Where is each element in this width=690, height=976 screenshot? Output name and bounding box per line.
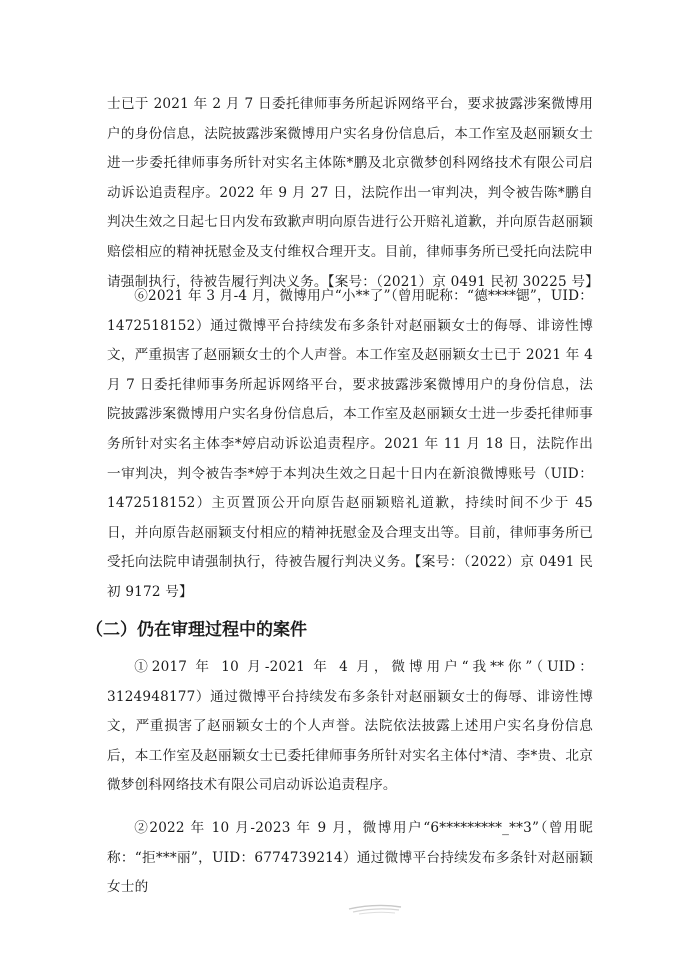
section-heading-pending-cases: （二）仍在审理过程中的案件 bbox=[86, 620, 307, 640]
paragraph-pending-case-1: ①2017 年 10 月-2021 年 4 月，微博用户“我**你”（UID：3124948177）通过微博平台持续发布多条针对赵丽颖女士的侮辱、诽谤性博文，严重损害了赵丽颖女士的个人声誉。法院依法披露上述用户实名身份信息后，本工作室及赵丽颖女士已委托律师事务所针对实名主体付*清、李*贵、北京微梦创科网络技术有限公司启动诉讼追责程序。 bbox=[107, 659, 593, 794]
paragraph-case-5-continued: 士已于 2021 年 2 月 7 日委托律师事务所起诉网络平台，要求披露涉案微博用户的身份信息，法院披露涉案微博用户实名身份信息后，本工作室及赵丽颖女士进一步委托律师事务所针对实名主体陈*鹏及北京微梦创科网络技术有限公司启动诉讼追责程序。2022 年 9 月 27 日，法院作出一审判决，判令被告陈*鹏自判决生效之日起七日内发布致歉声明向原告进行公开赔礼道歉，并向原告赵丽颖赔偿相应的精神抚慰金及支付维权合理开支。目前，律师事务所已受托向法院申请强制执行，待被告履行判决义务。【案号：（2021）京 0491 民初 30225 号】 bbox=[107, 96, 599, 290]
watermark-logo-icon bbox=[345, 900, 405, 918]
paragraph-pending-case-2: ②2022 年 10 月-2023 年 9 月，微博用户“6*********_**3”（曾用昵称：“拒***丽”，UID：6774739214）通过微博平台持续发布多条针对赵丽颖女士的 bbox=[107, 820, 593, 896]
paragraph-case-6: ⑥2021 年 3 月-4 月，微博用户“小**了”（曾用昵称：“德****锶”，UID：1472518152）通过微博平台持续发布多条针对赵丽颖女士的侮辱、诽谤性博文，严重损害了赵丽颖女士的个人声誉。本工作室及赵丽颖女士已于 2021 年 4 月 7 日委托律师事务所起诉网络平台，要求披露涉案微博用户的身份信息，法院披露涉案微博用户实名身份信息后，本工作室及赵丽颖女士进一步委托律师事务所针对实名主体李*婷启动诉讼追责程序。2021 年 11 月 18 日，法院作出一审判决，判令被告李*婷于本判决生效之日起十日内在新浪微博账号（UID：1472518152）主页置顶公开向原告赵丽颖赔礼道歉，持续时间不少于 45 日，并向原告赵丽颖支付相应的精神抚慰金及合理支出等。目前，律师事务所已受托向法院申请强制执行，待被告履行判决义务。【案号：（2022）京 0491 民初 9172 号】 bbox=[107, 288, 593, 600]
